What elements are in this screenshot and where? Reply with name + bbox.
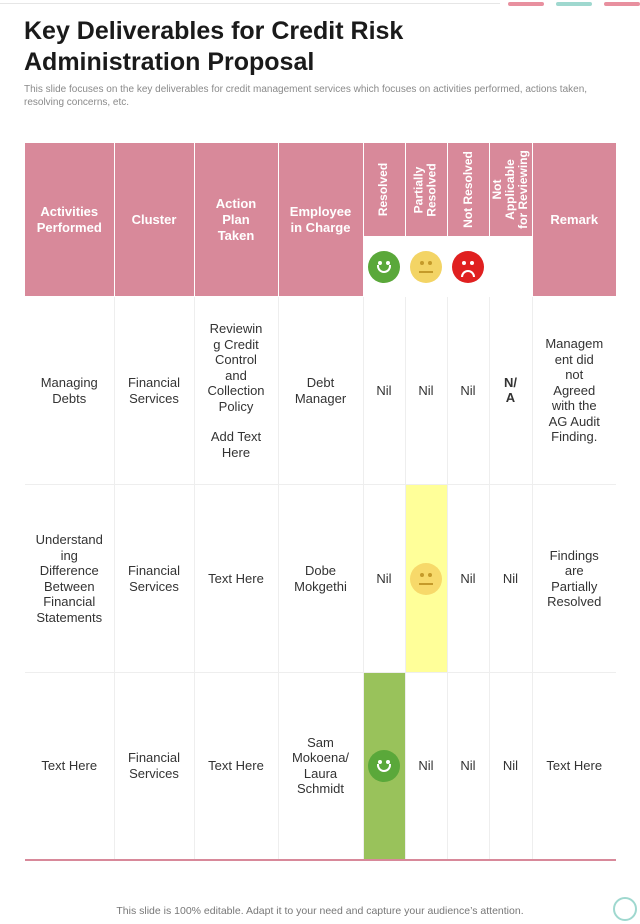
header-action-plan: Action Plan Taken [194, 143, 278, 297]
cell-resolved: Nil [363, 485, 405, 673]
legend-not-applicable [489, 237, 532, 297]
cell-cluster: Financial Services [114, 673, 194, 860]
cell-remark: Text Here [532, 673, 616, 860]
cell-resolved-highlight [363, 673, 405, 860]
footer-note: This slide is 100% editable. Adapt it to your need and capture your audience’s attention. [116, 905, 524, 917]
cell-remark: Findings are Partially Resolved [532, 485, 616, 673]
cell-action: Text Here [194, 673, 278, 860]
header-row [25, 143, 616, 237]
header-cluster: Cluster [114, 143, 194, 297]
smiley-happy-icon [368, 750, 400, 782]
cell-activity: Understand ing Difference Between Financial Statements [25, 485, 114, 673]
page-subtitle: This slide focuses on the key deliverables for credit management services which focuses on activities performed, actions taken, resolving concerns, etc. [24, 84, 588, 108]
cell-activity: Text Here [25, 673, 114, 860]
table-row [25, 673, 616, 860]
smiley-neutral-icon [410, 251, 442, 283]
legend-partially-resolved [405, 237, 447, 297]
table-row [25, 297, 616, 485]
cell-not-resolved: Nil [447, 297, 489, 485]
cell-partially-resolved: Nil [405, 297, 447, 485]
header-remark: Remark [532, 143, 616, 297]
smiley-sad-icon [452, 251, 484, 283]
header-not-applicable: Not Applicable for Reviewing [489, 143, 532, 237]
accent-bar-pink [508, 2, 544, 6]
cell-activity: Managing Debts [25, 297, 114, 485]
page-title: Key Deliverables for Credit Risk Administration Proposal [24, 17, 404, 76]
cell-cluster: Financial Services [114, 297, 194, 485]
cell-not-resolved: Nil [447, 673, 489, 860]
cell-employee: Debt Manager [278, 297, 363, 485]
smiley-happy-icon [368, 251, 400, 283]
header-activities: Activities Performed [25, 143, 114, 297]
legend-resolved [363, 237, 405, 297]
corner-circle-decoration [613, 897, 637, 921]
smiley-neutral-icon [410, 563, 442, 595]
deliverables-table [25, 143, 616, 861]
cell-not-applicable: Nil [489, 485, 532, 673]
cell-action: Reviewin g Credit Control and Collection Policy Add Text Here [194, 297, 278, 485]
cell-employee: Dobe Mokgethi [278, 485, 363, 673]
accent-bar-teal [556, 2, 592, 6]
cell-action: Text Here [194, 485, 278, 673]
legend-not-resolved [447, 237, 489, 297]
cell-not-applicable: Nil [489, 673, 532, 860]
table-row [25, 485, 616, 673]
cell-partially-resolved: Nil [405, 673, 447, 860]
cell-cluster: Financial Services [114, 485, 194, 673]
cell-not-resolved: Nil [447, 485, 489, 673]
cell-remark: Managem ent did not Agreed with the AG Audit Finding. [532, 297, 616, 485]
header-not-resolved: Not Resolved [447, 143, 489, 237]
cell-not-applicable: N/ A [489, 297, 532, 485]
cell-employee: Sam Mokoena/ Laura Schmidt [278, 673, 363, 860]
cell-resolved: Nil [363, 297, 405, 485]
cell-partially-resolved-highlight [405, 485, 447, 673]
header-partially-resolved: Partially Resolved [405, 143, 447, 237]
accent-bar-pink-right [604, 2, 640, 6]
header-employee: Employee in Charge [278, 143, 363, 297]
top-rule [0, 3, 500, 4]
header-resolved: Resolved [363, 143, 405, 237]
